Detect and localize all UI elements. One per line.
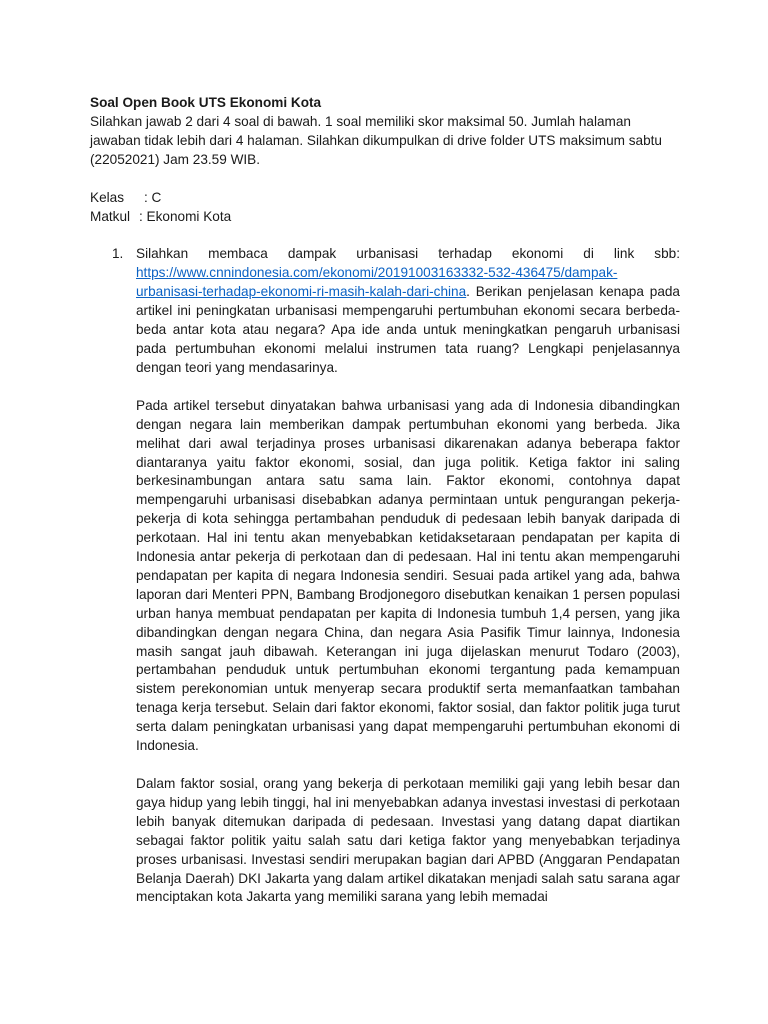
matkul-value: : Ekonomi Kota [139, 208, 232, 224]
matkul-row [90, 208, 680, 227]
instructions-paragraph: Silahkan jawab 2 dari 4 soal di bawah. 1 soal memiliki skor maksimal 50. Jumlah halaman jawaban tidak lebih dari 4 halaman. Silahkan dikumpulkan di drive folder UTS maksimum sabtu (22052021) Jam 23.59 WIB. [90, 113, 662, 167]
question-body [136, 245, 680, 907]
kelas-value: : C [144, 189, 162, 205]
article-link[interactable]: https://www.cnnindonesia.com/ekonomi/20191003163332-532-436475/dampak-urbanisasi-terhadap-ekonomi-ri-masih-kalah-dari-china [136, 265, 618, 300]
question-number: 1. [112, 246, 124, 262]
kelas-label: Kelas [90, 189, 125, 205]
question-text-pre: Silahkan membaca dampak urbanisasi terhadap ekonomi di link sbb: [136, 246, 680, 262]
kelas-row [90, 189, 680, 208]
answer-paragraph-1: Pada artikel tersebut dinyatakan bahwa urbanisasi yang ada di Indonesia dibandingkan dengan negara lain memberikan dampak pertumbuhan ekonomi yang berbeda. Jika melihat dari awal terjadinya proses urbanisasi dikarenakan adanya beberapa faktor diantaranya yaitu faktor ekonomi, sosial, dan juga politik. Ketiga faktor ini saling berkesinambungan antara satu sama lain. Faktor ekonomi, contohnya dapat mempengaruhi urbanisasi disebabkan adanya permintaan untuk pengurangan pekerja-pekerja di kota sehingga pertambahan penduduk di pedesaan lebih banyak daripada di perkotaan. Hal ini tentu akan menyebabkan ketidaksetaraan pendapatan per kapita di Indonesia antar pekerja di perkotaan dan di pedesaan. Hal ini tentu akan mempengaruhi pendapatan per kapita di negara Indonesia sendiri. Sesuai pada artikel yang ada, bahwa laporan dari Menteri PPN, Bambang Brodjonegoro disebutkan kenaikan 1 persen populasi urban hanya membuat pendapatan per kapita di Indonesia tumbuh 1,4 persen, yang jika dibandingkan dengan negara China, dan negara Asia Pasifik Timur lainnya, Indonesia masih sangat jauh dibawah. Keterangan ini juga dijelaskan menurut Todaro (2003), pertambahan penduduk untuk pertumbuhan ekonomi tergantung pada kemampuan sistem perekonomian untuk menyerap secara produktif serta memanfaatkan tambahan tenaga kerja tersebut. Selain dari faktor ekonomi, faktor sosial, dan faktor politik juga turut serta dalam peningkatan urbanisasi yang dapat mempengaruhi pertumbuhan ekonomi di Indonesia. [136, 397, 680, 754]
matkul-label: Matkul [90, 208, 131, 224]
spacer [90, 170, 680, 189]
answer-paragraph-2: Dalam faktor sosial, orang yang bekerja di perkotaan memiliki gaji yang lebih besar dan gaya hidup yang lebih tinggi, hal ini menyebabkan adanya investasi investasi di perkotaan lebih banyak ditemukan daripada di pedesaan. Investasi yang datang dapat diartikan sebagai faktor politik yaitu salah satu dari ketiga faktor yang menyebabkan terjadinya proses urbanisasi. Investasi sendiri merupakan bagian dari APBD (Anggaran Pendapatan Belanja Daerah) DKI Jakarta yang dalam artikel dikatakan menjadi salah satu sarana agar menciptakan kota Jakarta yang memiliki sarana yang lebih memadai [136, 776, 680, 905]
spacer [136, 378, 680, 397]
question-text-post: . Berikan penjelasan kenapa pada artikel ini peningkatan urbanisasi mempengaruhi pertumbuhan ekonomi secara berbeda-beda antar kota atau negara? Apa ide anda untuk meningkatkan pengaruh urbanisasi pada pertumbuhan ekonomi melalui instrumen tata ruang? Lengkapi penjelasannya dengan teori yang mendasarinya. [136, 284, 680, 375]
question-item [90, 245, 680, 907]
question-text [136, 245, 680, 377]
question-list [90, 245, 680, 907]
document-title: Soal Open Book UTS Ekonomi Kota [90, 95, 322, 110]
spacer [136, 756, 680, 775]
